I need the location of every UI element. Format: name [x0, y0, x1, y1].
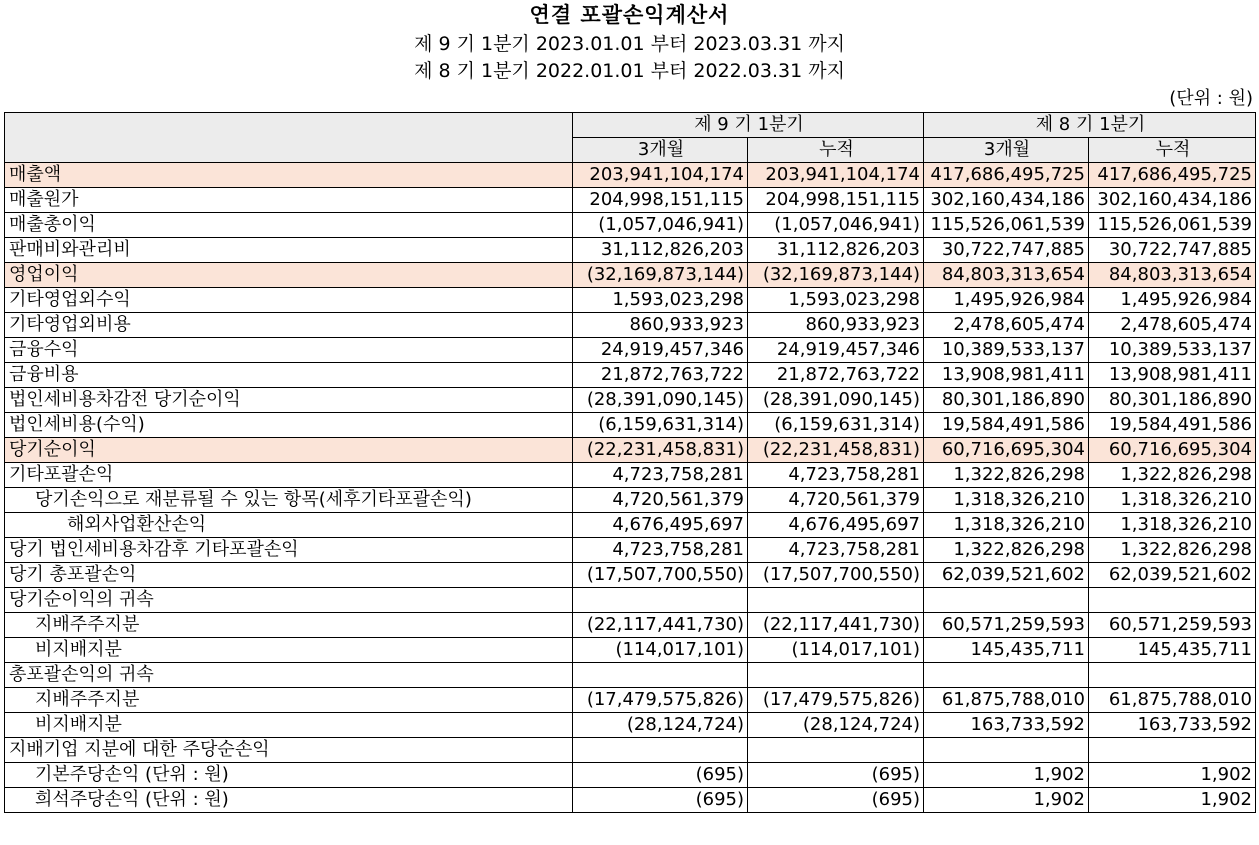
table-row: [5, 388, 1256, 413]
value-prior-3month: 30,722,747,885: [924, 238, 1089, 263]
row-label: 희석주당손익 (단위 : 원): [5, 788, 573, 813]
value-current-cumulative: (6,159,631,314): [748, 413, 924, 438]
value-current-cumulative: (32,169,873,144): [748, 263, 924, 288]
header-prior-3month: 3개월: [924, 138, 1089, 163]
value-current-cumulative: (114,017,101): [748, 638, 924, 663]
table-row: [5, 363, 1256, 388]
table-row: [5, 313, 1256, 338]
value-prior-3month: 1,322,826,298: [924, 538, 1089, 563]
value-prior-cumulative: 145,435,711: [1089, 638, 1256, 663]
value-prior-cumulative: 80,301,186,890: [1089, 388, 1256, 413]
value-current-cumulative: (17,507,700,550): [748, 563, 924, 588]
row-label: 기본주당손익 (단위 : 원): [5, 763, 573, 788]
row-label: 지배기업 지분에 대한 주당순손익: [5, 738, 573, 763]
value-current-3month: (695): [573, 763, 748, 788]
table-row: [5, 638, 1256, 663]
value-current-cumulative: 4,723,758,281: [748, 538, 924, 563]
value-current-cumulative: 24,919,457,346: [748, 338, 924, 363]
table-row: [5, 688, 1256, 713]
table-row: [5, 513, 1256, 538]
value-prior-3month: 61,875,788,010: [924, 688, 1089, 713]
value-prior-cumulative: [1089, 663, 1256, 688]
value-prior-3month: 1,318,326,210: [924, 513, 1089, 538]
value-prior-cumulative: 13,908,981,411: [1089, 363, 1256, 388]
value-prior-3month: 62,039,521,602: [924, 563, 1089, 588]
value-current-3month: 203,941,104,174: [573, 163, 748, 188]
header-prior-period: 제 8 기 1분기: [924, 113, 1256, 138]
value-prior-cumulative: 417,686,495,725: [1089, 163, 1256, 188]
value-prior-cumulative: 84,803,313,654: [1089, 263, 1256, 288]
value-current-3month: 21,872,763,722: [573, 363, 748, 388]
value-current-cumulative: (695): [748, 788, 924, 813]
value-current-cumulative: (1,057,046,941): [748, 213, 924, 238]
table-row: [5, 588, 1256, 613]
value-current-3month: (28,124,724): [573, 713, 748, 738]
row-label: 매출액: [5, 163, 573, 188]
header-prior-cumulative: 누적: [1089, 138, 1256, 163]
statement-body: [5, 163, 1256, 813]
value-prior-3month: 60,716,695,304: [924, 438, 1089, 463]
value-prior-3month: 1,495,926,984: [924, 288, 1089, 313]
row-label: 지배주주지분: [5, 613, 573, 638]
value-prior-cumulative: 62,039,521,602: [1089, 563, 1256, 588]
value-current-cumulative: (22,231,458,831): [748, 438, 924, 463]
value-prior-3month: 10,389,533,137: [924, 338, 1089, 363]
table-row: [5, 663, 1256, 688]
value-prior-3month: [924, 588, 1089, 613]
row-label: 매출총이익: [5, 213, 573, 238]
table-row: [5, 338, 1256, 363]
value-prior-cumulative: 60,716,695,304: [1089, 438, 1256, 463]
value-prior-cumulative: 1,318,326,210: [1089, 513, 1256, 538]
value-prior-3month: 115,526,061,539: [924, 213, 1089, 238]
value-current-cumulative: 4,720,561,379: [748, 488, 924, 513]
value-prior-cumulative: 115,526,061,539: [1089, 213, 1256, 238]
value-current-cumulative: [748, 663, 924, 688]
value-current-3month: (22,117,441,730): [573, 613, 748, 638]
income-statement-table: [4, 112, 1256, 813]
value-current-3month: 1,593,023,298: [573, 288, 748, 313]
row-label: 비지배지분: [5, 638, 573, 663]
value-prior-cumulative: 1,318,326,210: [1089, 488, 1256, 513]
value-current-cumulative: (28,124,724): [748, 713, 924, 738]
header-corner-cell: [5, 113, 573, 163]
value-prior-3month: [924, 663, 1089, 688]
value-current-3month: [573, 738, 748, 763]
value-prior-3month: 1,318,326,210: [924, 488, 1089, 513]
value-current-3month: [573, 663, 748, 688]
row-label: 비지배지분: [5, 713, 573, 738]
value-current-3month: 4,676,495,697: [573, 513, 748, 538]
row-label: 기타영업외수익: [5, 288, 573, 313]
current-period-line: 제 9 기 1분기 2023.01.01 부터 2023.03.31 까지: [414, 33, 845, 55]
table-row: [5, 163, 1256, 188]
value-prior-cumulative: 60,571,259,593: [1089, 613, 1256, 638]
value-prior-cumulative: 30,722,747,885: [1089, 238, 1256, 263]
table-row: [5, 563, 1256, 588]
value-prior-cumulative: 1,902: [1089, 763, 1256, 788]
value-current-3month: (695): [573, 788, 748, 813]
value-current-3month: (22,231,458,831): [573, 438, 748, 463]
table-row: [5, 538, 1256, 563]
row-label: 법인세비용(수익): [5, 413, 573, 438]
table-row: [5, 463, 1256, 488]
table-row: [5, 613, 1256, 638]
value-prior-cumulative: 1,322,826,298: [1089, 538, 1256, 563]
value-prior-cumulative: [1089, 738, 1256, 763]
row-label: 총포괄손익의 귀속: [5, 663, 573, 688]
value-current-3month: (114,017,101): [573, 638, 748, 663]
value-prior-cumulative: 61,875,788,010: [1089, 688, 1256, 713]
value-prior-cumulative: 1,902: [1089, 788, 1256, 813]
row-label: 금융비용: [5, 363, 573, 388]
value-prior-cumulative: 1,322,826,298: [1089, 463, 1256, 488]
row-label: 해외사업환산손익: [5, 513, 573, 538]
value-current-cumulative: 203,941,104,174: [748, 163, 924, 188]
value-current-3month: (1,057,046,941): [573, 213, 748, 238]
row-label: 당기손익으로 재분류될 수 있는 항목(세후기타포괄손익): [5, 488, 573, 513]
row-label: 당기 총포괄손익: [5, 563, 573, 588]
table-row: [5, 288, 1256, 313]
unit-label: (단위 : 원): [1169, 88, 1253, 109]
value-current-3month: 4,720,561,379: [573, 488, 748, 513]
value-current-3month: 4,723,758,281: [573, 463, 748, 488]
value-current-cumulative: [748, 738, 924, 763]
table-row: [5, 763, 1256, 788]
value-prior-3month: 13,908,981,411: [924, 363, 1089, 388]
value-prior-3month: 1,322,826,298: [924, 463, 1089, 488]
row-label: 법인세비용차감전 당기순이익: [5, 388, 573, 413]
table-row: [5, 263, 1256, 288]
value-prior-3month: 417,686,495,725: [924, 163, 1089, 188]
table-row: [5, 788, 1256, 813]
value-current-cumulative: 21,872,763,722: [748, 363, 924, 388]
row-label: 당기순이익의 귀속: [5, 588, 573, 613]
value-current-3month: 860,933,923: [573, 313, 748, 338]
row-label: 금융수익: [5, 338, 573, 363]
value-current-3month: [573, 588, 748, 613]
value-prior-3month: 1,902: [924, 788, 1089, 813]
value-prior-3month: 1,902: [924, 763, 1089, 788]
value-prior-cumulative: 10,389,533,137: [1089, 338, 1256, 363]
table-row: [5, 488, 1256, 513]
value-current-3month: 4,723,758,281: [573, 538, 748, 563]
value-current-cumulative: (28,391,090,145): [748, 388, 924, 413]
value-current-cumulative: 1,593,023,298: [748, 288, 924, 313]
header-row-periods: [5, 113, 1256, 138]
table-row: [5, 238, 1256, 263]
row-label: 판매비와관리비: [5, 238, 573, 263]
row-label: 지배주주지분: [5, 688, 573, 713]
value-prior-3month: 163,733,592: [924, 713, 1089, 738]
value-prior-3month: 84,803,313,654: [924, 263, 1089, 288]
value-current-3month: (17,507,700,550): [573, 563, 748, 588]
value-current-cumulative: (17,479,575,826): [748, 688, 924, 713]
row-label: 영업이익: [5, 263, 573, 288]
value-current-cumulative: 860,933,923: [748, 313, 924, 338]
value-prior-cumulative: 19,584,491,586: [1089, 413, 1256, 438]
table-row: [5, 188, 1256, 213]
value-prior-3month: 2,478,605,474: [924, 313, 1089, 338]
value-prior-3month: 145,435,711: [924, 638, 1089, 663]
value-prior-3month: 19,584,491,586: [924, 413, 1089, 438]
value-current-3month: (32,169,873,144): [573, 263, 748, 288]
header-current-cumulative: 누적: [748, 138, 924, 163]
value-current-cumulative: 204,998,151,115: [748, 188, 924, 213]
value-prior-cumulative: 1,495,926,984: [1089, 288, 1256, 313]
table-row: [5, 213, 1256, 238]
row-label: 기타포괄손익: [5, 463, 573, 488]
table-row: [5, 413, 1256, 438]
row-label: 기타영업외비용: [5, 313, 573, 338]
value-prior-cumulative: 163,733,592: [1089, 713, 1256, 738]
value-current-cumulative: 4,676,495,697: [748, 513, 924, 538]
value-current-cumulative: (695): [748, 763, 924, 788]
value-current-3month: (17,479,575,826): [573, 688, 748, 713]
value-prior-3month: 80,301,186,890: [924, 388, 1089, 413]
value-prior-cumulative: [1089, 588, 1256, 613]
table-row: [5, 438, 1256, 463]
table-row: [5, 738, 1256, 763]
value-current-cumulative: 31,112,826,203: [748, 238, 924, 263]
prior-period-line: 제 8 기 1분기 2022.01.01 부터 2022.03.31 까지: [414, 60, 845, 82]
row-label: 당기순이익: [5, 438, 573, 463]
value-current-cumulative: (22,117,441,730): [748, 613, 924, 638]
value-current-3month: 31,112,826,203: [573, 238, 748, 263]
value-prior-cumulative: 302,160,434,186: [1089, 188, 1256, 213]
value-current-cumulative: [748, 588, 924, 613]
row-label: 당기 법인세비용차감후 기타포괄손익: [5, 538, 573, 563]
value-prior-3month: 60,571,259,593: [924, 613, 1089, 638]
header-current-period: 제 9 기 1분기: [573, 113, 924, 138]
value-prior-cumulative: 2,478,605,474: [1089, 313, 1256, 338]
value-current-3month: (28,391,090,145): [573, 388, 748, 413]
value-current-3month: (6,159,631,314): [573, 413, 748, 438]
row-label: 매출원가: [5, 188, 573, 213]
header-current-3month: 3개월: [573, 138, 748, 163]
statement-title: 연결 포괄손익계산서: [529, 3, 730, 27]
table-row: [5, 713, 1256, 738]
value-current-3month: 24,919,457,346: [573, 338, 748, 363]
value-current-3month: 204,998,151,115: [573, 188, 748, 213]
value-current-cumulative: 4,723,758,281: [748, 463, 924, 488]
value-prior-3month: 302,160,434,186: [924, 188, 1089, 213]
value-prior-3month: [924, 738, 1089, 763]
